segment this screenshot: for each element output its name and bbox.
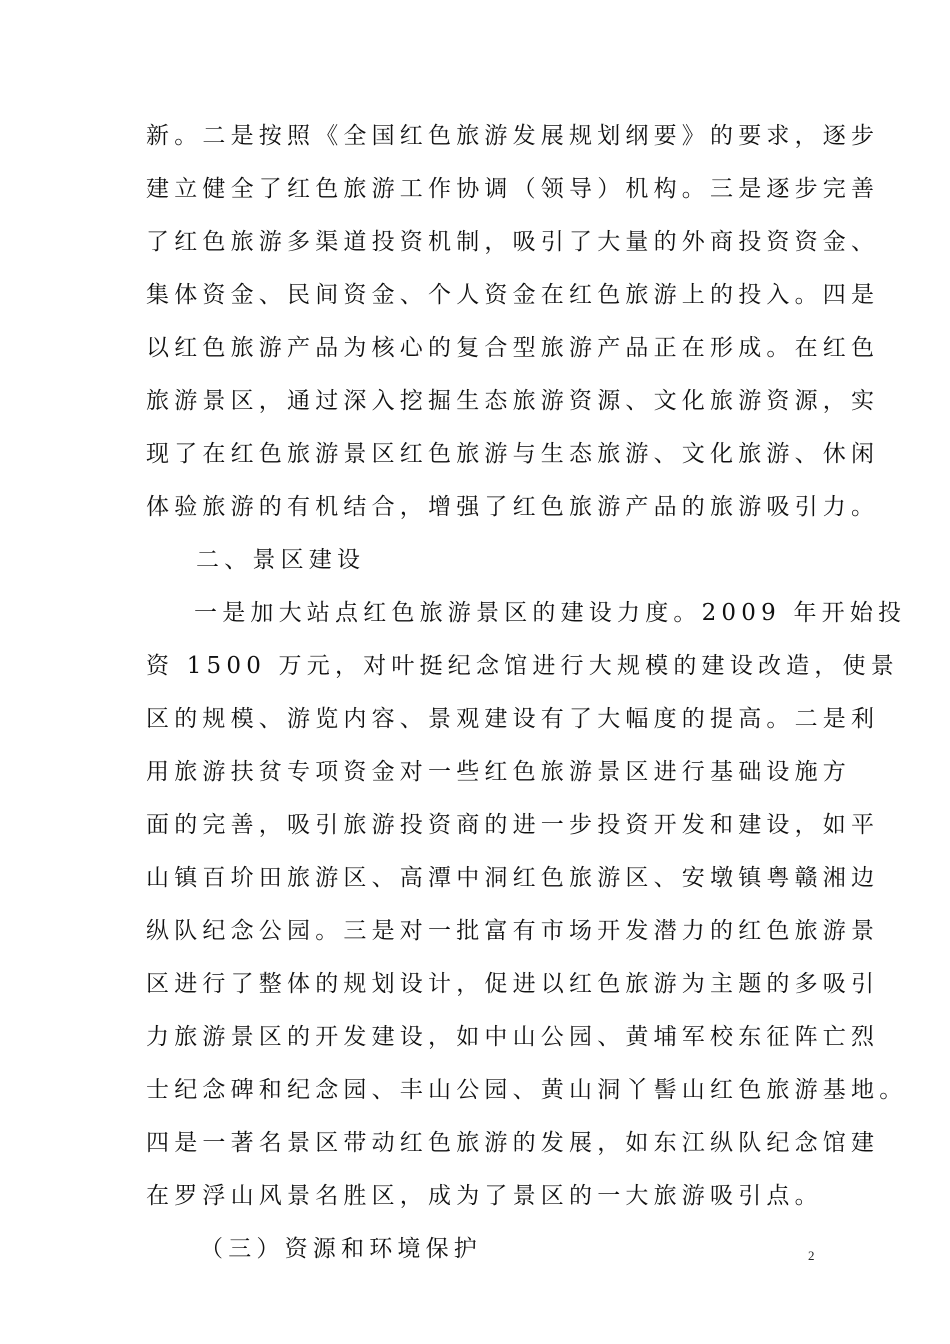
body-text	[146, 110, 908, 1276]
page-number: 2	[808, 1248, 815, 1263]
text-line: 以红色旅游产品为核心的复合型旅游产品正在形成。在红色	[146, 335, 880, 361]
section-heading: 二、景区建设	[196, 547, 366, 573]
text-line: 建立健全了红色旅游工作协调（领导）机构。三是逐步完善	[146, 176, 880, 202]
text-line: 了红色旅游多渠道投资机制，吸引了大量的外商投资资金、	[146, 229, 880, 255]
text-line: 士纪念碑和纪念园、丰山公园、黄山洞丫髻山红色旅游基地。	[146, 1077, 908, 1103]
text-line: 在罗浮山风景名胜区，成为了景区的一大旅游吸引点。	[146, 1183, 823, 1209]
text-line: 区的规模、游览内容、景观建设有了大幅度的提高。二是利	[146, 706, 880, 732]
text-line: 一是加大站点红色旅游景区的建设力度。2009 年开始投	[194, 600, 907, 626]
text-line: 资 1500 万元，对叶挺纪念馆进行大规模的建设改造，使景	[146, 653, 899, 679]
text-line: 区进行了整体的规划设计，促进以红色旅游为主题的多吸引	[146, 971, 880, 997]
text-line: 体验旅游的有机结合，增强了红色旅游产品的旅游吸引力。	[146, 494, 880, 520]
text-line: 四是一著名景区带动红色旅游的发展，如东江纵队纪念馆建	[146, 1130, 880, 1156]
subsection-heading: （三）资源和环境保护	[200, 1236, 482, 1262]
text-line: 旅游景区，通过深入挖掘生态旅游资源、文化旅游资源，实	[146, 388, 880, 414]
text-line: 力旅游景区的开发建设，如中山公园、黄埔军校东征阵亡烈	[146, 1024, 880, 1050]
text-line: 新。二是按照《全国红色旅游发展规划纲要》的要求，逐步	[146, 123, 880, 149]
text-line: 现了在红色旅游景区红色旅游与生态旅游、文化旅游、休闲	[146, 441, 880, 467]
text-line: 山镇百圿田旅游区、高潭中洞红色旅游区、安墩镇粤赣湘边	[146, 865, 880, 891]
text-line: 用旅游扶贫专项资金对一些红色旅游景区进行基础设施方	[146, 759, 851, 785]
text-line: 集体资金、民间资金、个人资金在红色旅游上的投入。四是	[146, 282, 880, 308]
text-line: 面的完善，吸引旅游投资商的进一步投资开发和建设，如平	[146, 812, 880, 838]
text-line: 纵队纪念公园。三是对一批富有市场开发潜力的红色旅游景	[146, 918, 880, 944]
